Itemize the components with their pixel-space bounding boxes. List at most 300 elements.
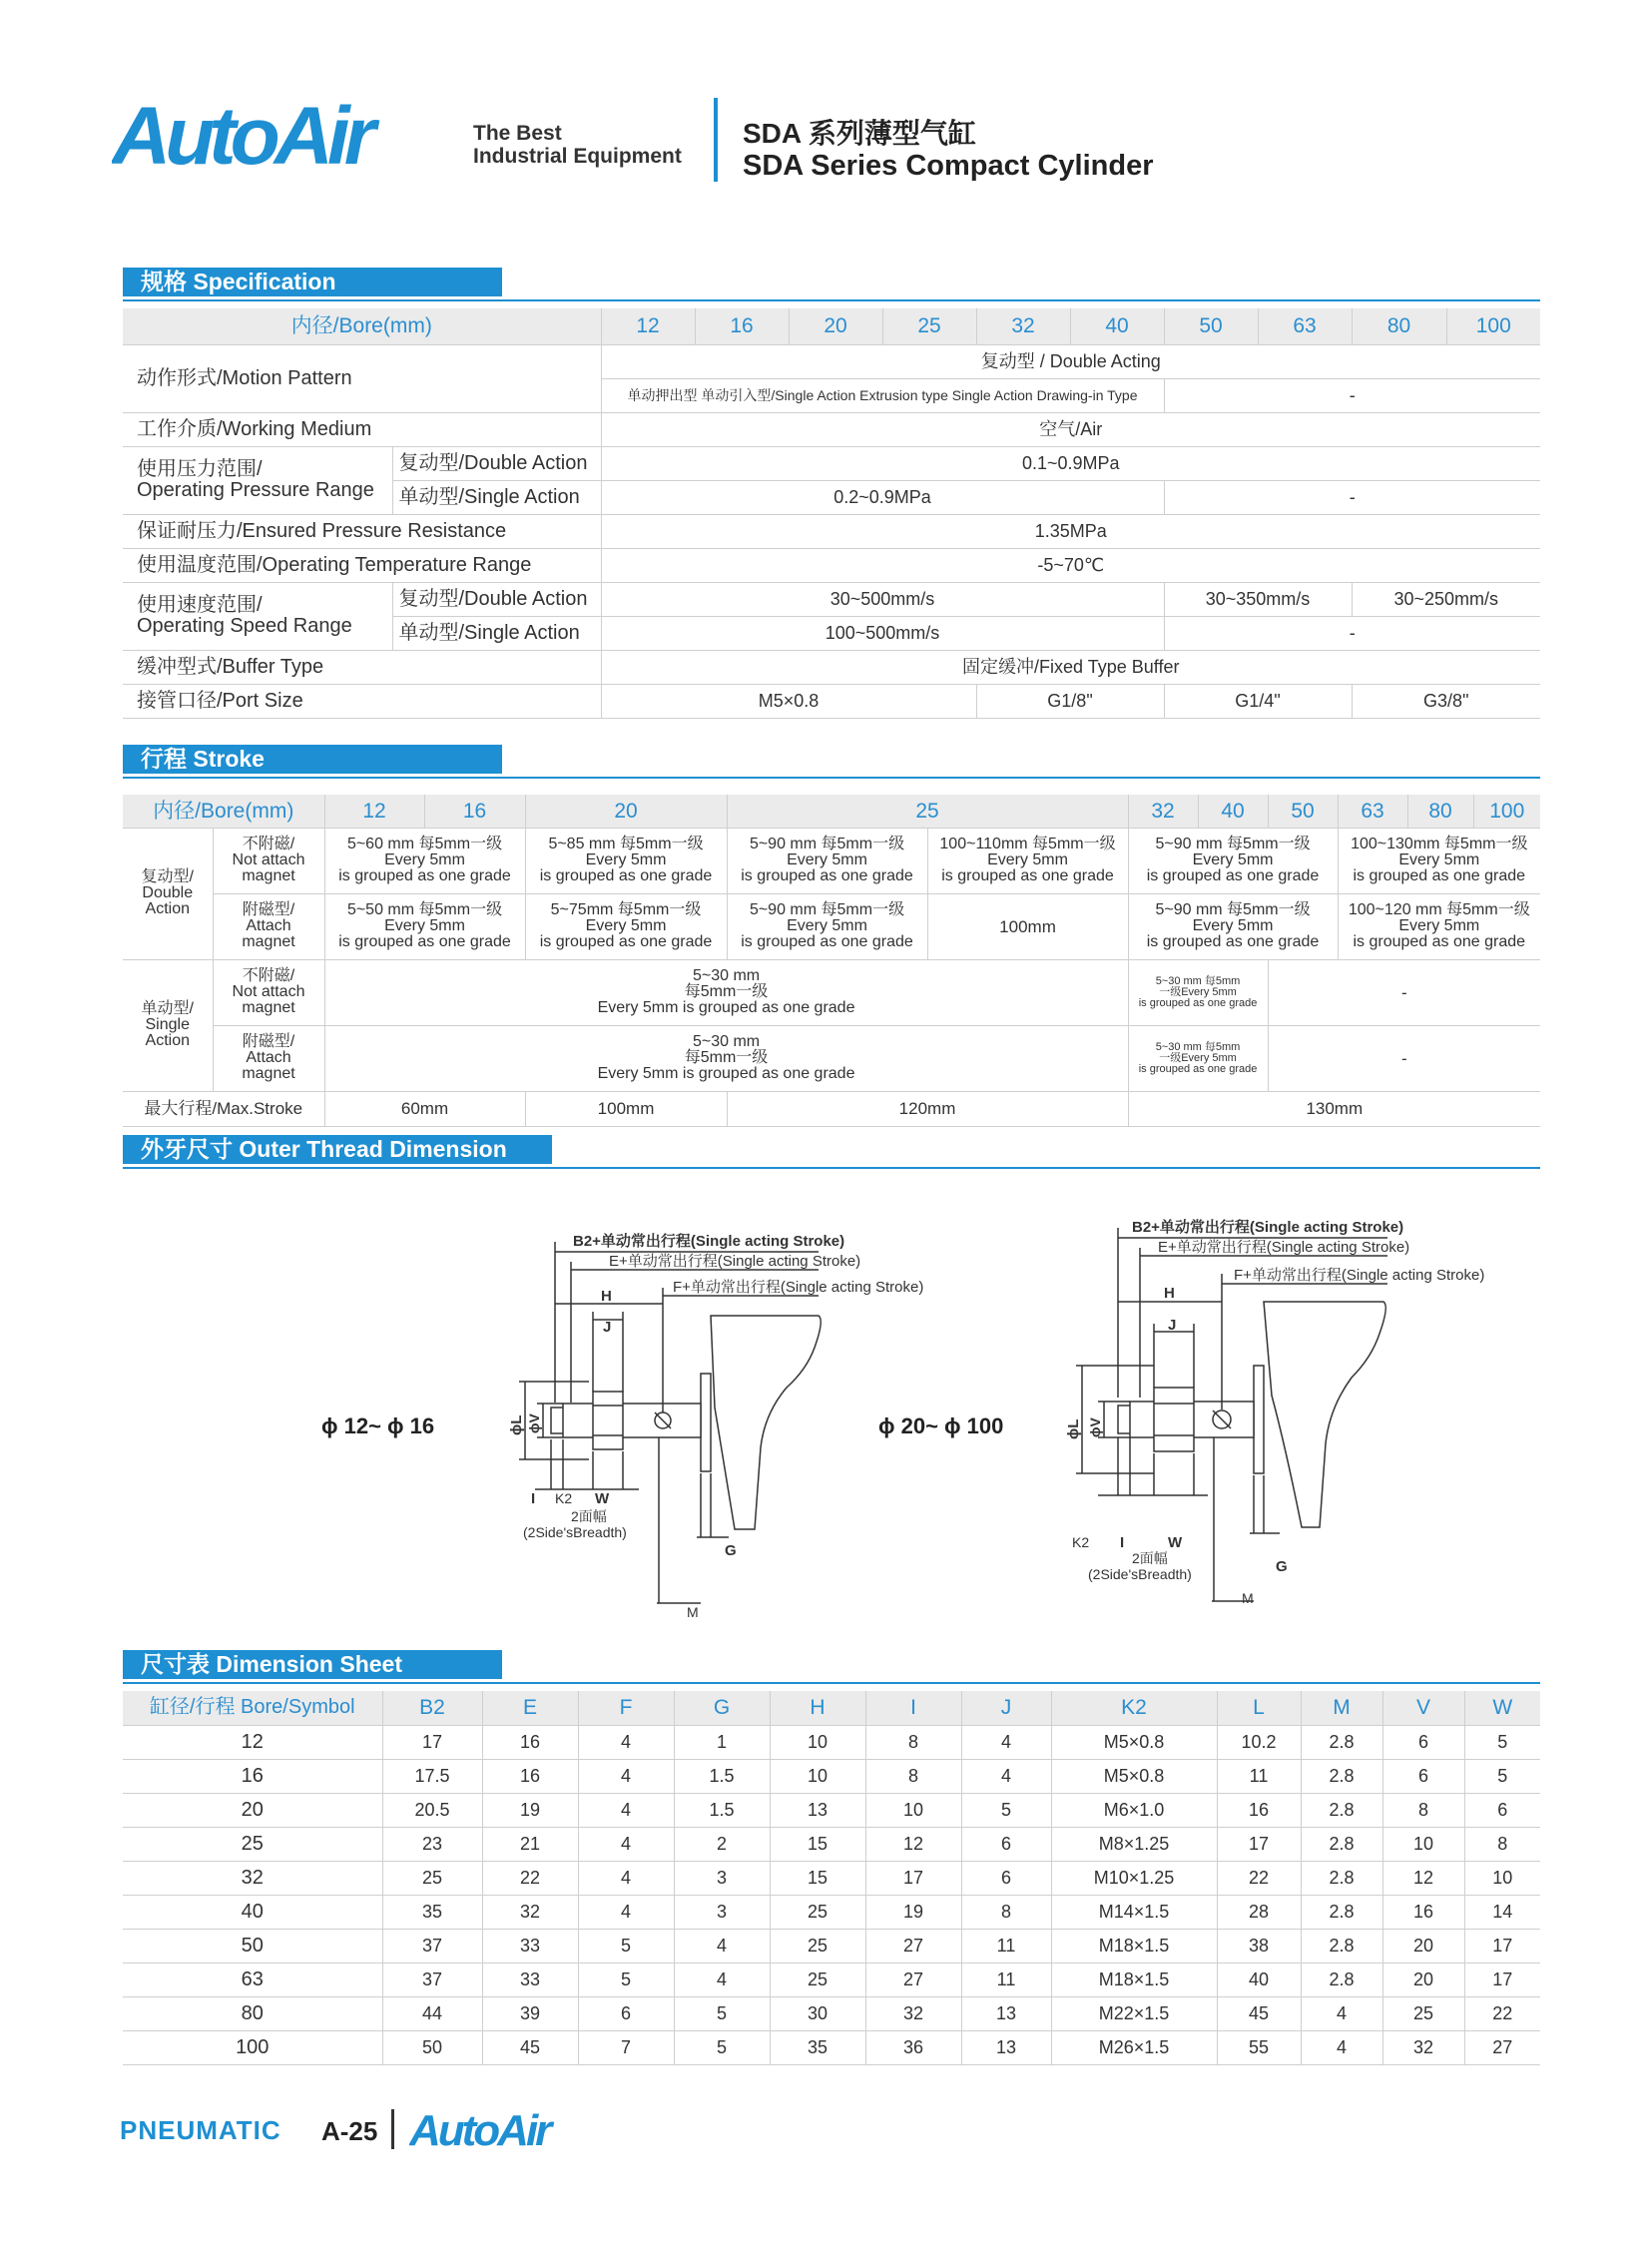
port-4: G3/8" [1352,684,1540,718]
max-stroke: 120mm [727,1091,1128,1126]
bore-cell: 25 [123,1827,382,1861]
dim-e-label: E+单动常出行程(Single acting Stroke) [1158,1239,1410,1256]
dimension-cell: 4 [674,1929,770,1963]
dimension-cell: 4 [578,1895,674,1929]
stroke-row-max [123,1091,1540,1126]
spec-row-ensured [123,514,1540,548]
stroke-cell: - [1268,1025,1540,1091]
page-number: A-25 [321,2116,378,2146]
dimension-cell: 2.8 [1301,1725,1382,1759]
dimension-cell: 10 [865,1793,961,1827]
dim-g-label: G [1276,1558,1288,1575]
dims-column-header: F [578,1691,674,1725]
dimension-cell: 36 [865,2030,961,2064]
dimension-cell: 2.8 [1301,1827,1382,1861]
stroke-row-double-not-attach [123,828,1540,893]
dimension-cell: 11 [961,1963,1051,1996]
dimension-cell: 33 [482,1963,578,1996]
dims-column-header: M [1301,1691,1382,1725]
dimension-cell: 6 [1382,1759,1464,1793]
dimension-cell: 25 [770,1929,865,1963]
dimension-cell: M18×1.5 [1051,1929,1217,1963]
dimension-cell: 27 [1464,2030,1540,2064]
diagram-label-small: ϕ 12~ ϕ 16 [321,1413,435,1438]
dim-f-label: F+单动常出行程(Single acting Stroke) [1234,1267,1485,1284]
dimension-cell: 5 [674,1996,770,2030]
dim-k2-label: K2 [555,1490,573,1506]
dimension-cell: M18×1.5 [1051,1963,1217,1996]
dims-column-header: B2 [382,1691,482,1725]
dimension-cell: 32 [1382,2030,1464,2064]
breadth-en: (2Side'sBreadth) [1088,1566,1192,1582]
dimension-cell: 5 [1464,1759,1540,1793]
dimension-cell: 19 [482,1793,578,1827]
spec-row-speed-double [123,582,1540,616]
dimension-cell: 35 [382,1895,482,1929]
ensured-value: 1.35MPa [601,514,1540,548]
spec-bore: 32 [976,308,1070,344]
table-row [123,1861,1540,1895]
bore-cell: 40 [123,1895,382,1929]
dimension-cell: 8 [865,1759,961,1793]
stroke-header-row [123,795,1540,828]
stroke-cell: 5~30 mm 每5mm一级 Every 5mm is grouped as one grade [324,959,1128,1025]
footer-logo-text: AutoAir [409,2109,550,2151]
dimension-cell: M26×1.5 [1051,2030,1217,2064]
bore-cell: 16 [123,1759,382,1793]
dims-column-header: 缸径/行程 Bore/Symbol [123,1691,382,1725]
dimension-cell: 15 [770,1861,865,1895]
table-row [123,2030,1540,2064]
dimension-cell: 33 [482,1929,578,1963]
dim-i-label: I [531,1490,536,1507]
motion-single-large: - [1164,378,1540,412]
table-row [123,1996,1540,2030]
dimension-cell: 25 [770,1963,865,1996]
dimension-cell: 27 [865,1963,961,1996]
dims-column-header: K2 [1051,1691,1217,1725]
dimension-cell: 8 [1464,1827,1540,1861]
stroke-bore: 40 [1198,795,1268,828]
dimension-cell: 8 [865,1725,961,1759]
dimension-cell: 20 [1382,1963,1464,1996]
dimension-cell: 12 [865,1827,961,1861]
diagram-small-bore [489,1208,968,1617]
dimension-cell: 10 [770,1759,865,1793]
page-title-en: SDA Series Compact Cylinder [743,150,1154,182]
stroke-cell: 100mm [927,893,1128,959]
dimension-cell: 6 [1382,1725,1464,1759]
dimension-cell: 1.5 [674,1759,770,1793]
dim-k2-label: K2 [1072,1534,1090,1550]
footer-pneumatic: PNEUMATIC [120,2115,281,2145]
tagline-line-1: The Best [473,122,562,145]
ensured-label: 保证耐压力/Ensured Pressure Resistance [123,514,601,548]
diagram-label-large: ϕ 20~ ϕ 100 [878,1413,1004,1438]
dim-i-label: I [1120,1534,1125,1551]
dims-column-header: H [770,1691,865,1725]
dimension-cell: 10.2 [1217,1725,1301,1759]
medium-value: 空气/Air [601,412,1540,446]
attach-label: 附磁型/ Attach magnet [213,893,324,959]
pressure-double-value: 0.1~0.9MPa [601,446,1540,480]
dimension-cell: 17 [865,1861,961,1895]
dim-j-label: J [603,1319,612,1336]
max-stroke: 100mm [525,1091,727,1126]
dim-f-label: F+单动常出行程(Single acting Stroke) [673,1279,924,1296]
table-row [123,1725,1540,1759]
dimension-cell: 32 [482,1895,578,1929]
speed-double-label: 复动型/Double Action [392,582,601,616]
dimension-cell: 2.8 [1301,1759,1382,1793]
tagline [473,122,682,168]
dimension-cell: 10 [1464,1861,1540,1895]
dimension-cell: 12 [1382,1861,1464,1895]
dims-column-header: V [1382,1691,1464,1725]
dimension-cell: 1.5 [674,1793,770,1827]
table-row [123,1929,1540,1963]
breadth-cn: 2面幅 [1132,1550,1168,1566]
dimension-cell: 17 [1464,1929,1540,1963]
dimension-cell: 17 [1217,1827,1301,1861]
dimension-cell: 2.8 [1301,1929,1382,1963]
dimension-cell: 37 [382,1963,482,1996]
temp-value: -5~70℃ [601,548,1540,582]
stroke-bore: 80 [1407,795,1473,828]
stroke-row-single-not-attach [123,959,1540,1025]
stroke-bore: 32 [1128,795,1198,828]
bore-cell: 20 [123,1793,382,1827]
stroke-heading: 行程 Stroke [123,745,502,774]
single-action-label: 单动型/ Single Action [123,959,213,1091]
dimension-cell: 23 [382,1827,482,1861]
speed-label: 使用速度范围/ Operating Speed Range [123,582,392,650]
stroke-cell: 5~75mm 每5mm一级 Every 5mm is grouped as one grade [525,893,727,959]
pressure-double-label: 复动型/Double Action [392,446,601,480]
dimension-cell: 2.8 [1301,1861,1382,1895]
stroke-cell: 5~90 mm 每5mm一级 Every 5mm is grouped as one grade [1128,828,1338,893]
page-title-cn: SDA 系列薄型气缸 [743,118,976,149]
dimension-cell: 5 [1464,1725,1540,1759]
dim-j-label: J [1168,1317,1177,1334]
stroke-cell: 5~90 mm 每5mm一级 Every 5mm is grouped as one grade [727,828,927,893]
spec-table [123,308,1540,719]
dimension-cell: 4 [578,1759,674,1793]
dimension-cell: 11 [1217,1759,1301,1793]
not-attach-label: 不附磁/ Not attach magnet [213,959,324,1025]
stroke-cell: 5~30 mm 每5mm 一级Every 5mm is grouped as one grade [1128,1025,1268,1091]
dims-column-header: I [865,1691,961,1725]
max-stroke: 60mm [324,1091,525,1126]
dimension-cell: 6 [961,1827,1051,1861]
dimension-cell: 6 [1464,1793,1540,1827]
stroke-row-double-attach [123,893,1540,959]
dimension-cell: 28 [1217,1895,1301,1929]
dims-column-header: J [961,1691,1051,1725]
buffer-label: 缓冲型式/Buffer Type [123,650,601,684]
dimension-cell: 10 [1382,1827,1464,1861]
dimension-cell: M6×1.0 [1051,1793,1217,1827]
dimension-cell: 25 [770,1895,865,1929]
spec-bore: 80 [1352,308,1446,344]
dimension-cell: 13 [770,1793,865,1827]
dim-e-label: E+单动常出行程(Single acting Stroke) [609,1253,861,1270]
bore-cell: 100 [123,2030,382,2064]
dimension-cell: 6 [578,1996,674,2030]
buffer-value: 固定缓冲/Fixed Type Buffer [601,650,1540,684]
dimension-cell: 39 [482,1996,578,2030]
dimension-cell: M14×1.5 [1051,1895,1217,1929]
dimension-cell: 20 [1382,1929,1464,1963]
dimension-table [123,1691,1540,2065]
table-row [123,1895,1540,1929]
dim-h-label: H [601,1288,612,1305]
dimension-cell: 25 [1382,1996,1464,2030]
dimension-cell: 45 [1217,1996,1301,2030]
dimension-cell: 17.5 [382,1759,482,1793]
dimension-cell: 16 [1217,1793,1301,1827]
table-row [123,1759,1540,1793]
dimension-cell: 4 [578,1793,674,1827]
dimension-cell: 8 [1382,1793,1464,1827]
pressure-label: 使用压力范围/ Operating Pressure Range [123,446,392,514]
max-stroke: 130mm [1128,1091,1540,1126]
bore-cell: 50 [123,1929,382,1963]
dimension-cell: 2.8 [1301,1793,1382,1827]
spec-bore: 50 [1164,308,1258,344]
attach-label: 附磁型/ Attach magnet [213,1025,324,1091]
port-1: M5×0.8 [601,684,976,718]
dimension-cell: 2 [674,1827,770,1861]
dimension-cell: 25 [382,1861,482,1895]
dimension-cell: M10×1.25 [1051,1861,1217,1895]
medium-label: 工作介质/Working Medium [123,412,601,446]
dimension-cell: 4 [961,1759,1051,1793]
dimension-cell: 16 [1382,1895,1464,1929]
dimension-cell: 50 [382,2030,482,2064]
dimension-cell: 22 [482,1861,578,1895]
dimension-cell: 44 [382,1996,482,2030]
speed-single-small: 100~500mm/s [601,616,1164,650]
stroke-bore: 12 [324,795,424,828]
motion-label: 动作形式/Motion Pattern [123,344,601,412]
port-label: 接管口径/Port Size [123,684,601,718]
dimension-cell: 15 [770,1827,865,1861]
stroke-bore: 50 [1268,795,1338,828]
breadth-en: (2Side'sBreadth) [523,1524,627,1540]
dimension-cell: 5 [578,1929,674,1963]
spec-header-row [123,308,1540,344]
speed-double-small: 30~500mm/s [601,582,1164,616]
dim-v-label: ϕV [526,1413,542,1433]
stroke-bore: 16 [424,795,525,828]
bore-cell: 63 [123,1963,382,1996]
dimension-cell: 20.5 [382,1793,482,1827]
stroke-bore: 63 [1338,795,1407,828]
table-row [123,1827,1540,1861]
port-3: G1/4" [1164,684,1352,718]
dimension-cell: 4 [578,1725,674,1759]
double-action-label: 复动型/ Double Action [123,828,213,959]
speed-single-label: 单动型/Single Action [392,616,601,650]
stroke-cell: 5~60 mm 每5mm一级 Every 5mm is grouped as one grade [324,828,525,893]
dimension-cell: 4 [1301,2030,1382,2064]
spec-row-medium [123,412,1540,446]
dimension-cell: 40 [1217,1963,1301,1996]
bore-cell: 32 [123,1861,382,1895]
stroke-table [123,795,1540,1127]
dimension-cell: 11 [961,1929,1051,1963]
tagline-line-2: Industrial Equipment [473,145,682,168]
dimension-cell: 17 [1464,1963,1540,1996]
brand-logo-text: AutoAir [112,96,370,178]
dim-l-label: ϕL [508,1414,525,1435]
table-row [123,1793,1540,1827]
spec-row-port [123,684,1540,718]
dims-heading-rule [123,1682,1540,1684]
dims-column-header: L [1217,1691,1301,1725]
dimension-cell: 27 [865,1929,961,1963]
dimension-cell: 4 [674,1963,770,1996]
dimension-cell: 22 [1464,1996,1540,2030]
dim-v-label: ϕV [1087,1417,1103,1437]
dimension-cell: 30 [770,1996,865,2030]
stroke-cell: 100~130mm 每5mm一级 Every 5mm is grouped as one grade [1338,828,1540,893]
stroke-cell: 100~120 mm 每5mm一级 Every 5mm is grouped as one grade [1338,893,1540,959]
stroke-row-single-attach [123,1025,1540,1091]
dimension-cell: 16 [482,1725,578,1759]
stroke-cell: 5~30 mm 每5mm 一级Every 5mm is grouped as one grade [1128,959,1268,1025]
dims-column-header: W [1464,1691,1540,1725]
bore-cell: 80 [123,1996,382,2030]
motion-single: 单动押出型 单动引入型/Single Action Extrusion type Single Action Drawing-in Type [601,378,1164,412]
dim-w-label: W [595,1490,610,1507]
dimension-cell: 13 [961,2030,1051,2064]
stroke-cell: 5~30 mm 每5mm一级 Every 5mm is grouped as one grade [324,1025,1128,1091]
outer-heading: 外牙尺寸 Outer Thread Dimension [123,1135,552,1164]
dimension-cell: 5 [961,1793,1051,1827]
dimension-cell: 1 [674,1725,770,1759]
dimension-cell: 4 [578,1827,674,1861]
dimension-cell: 4 [578,1861,674,1895]
motion-double: 复动型 / Double Acting [601,344,1540,378]
spec-heading-rule [123,299,1540,301]
table-row [123,1963,1540,1996]
dimension-cell: 32 [865,1996,961,2030]
dim-w-label: W [1168,1534,1183,1551]
footer-logo [409,2109,599,2151]
max-stroke-label: 最大行程/Max.Stroke [123,1091,324,1126]
dimension-cell: 6 [961,1861,1051,1895]
dimension-cell: 38 [1217,1929,1301,1963]
header-divider [714,98,718,182]
port-2: G1/8" [976,684,1164,718]
spec-bore-label: 内径/Bore(mm) [123,308,601,344]
dims-column-header: G [674,1691,770,1725]
stroke-cell: 5~85 mm 每5mm一级 Every 5mm is grouped as one grade [525,828,727,893]
dimension-cell: M5×0.8 [1051,1759,1217,1793]
dims-column-header: E [482,1691,578,1725]
breadth-cn: 2面幅 [571,1508,607,1524]
dim-g-label: G [725,1542,737,1559]
dimension-cell: 17 [382,1725,482,1759]
dim-m-label: M [1242,1590,1254,1606]
dims-heading: 尺寸表 Dimension Sheet [123,1650,502,1679]
spec-bore: 100 [1446,308,1540,344]
temp-label: 使用温度范围/Operating Temperature Range [123,548,601,582]
brand-logo [112,96,456,178]
dims-header-row [123,1691,1540,1725]
dimension-cell: 3 [674,1895,770,1929]
spec-row-pressure-double [123,446,1540,480]
spec-bore: 20 [789,308,882,344]
bore-cell: 12 [123,1725,382,1759]
dimension-cell: M22×1.5 [1051,1996,1217,2030]
dimension-cell: 21 [482,1827,578,1861]
not-attach-label: 不附磁/ Not attach magnet [213,828,324,893]
spec-bore: 63 [1258,308,1352,344]
dim-b2-label: B2+单动常出行程(Single acting Stroke) [573,1233,845,1250]
dimension-cell: M5×0.8 [1051,1725,1217,1759]
dimension-cell: 2.8 [1301,1895,1382,1929]
dimension-cell: 2.8 [1301,1963,1382,1996]
stroke-bore: 20 [525,795,727,828]
stroke-heading-rule [123,777,1540,779]
dimension-cell: 5 [578,1963,674,1996]
dimension-cell: 14 [1464,1895,1540,1929]
dimension-cell: 4 [1301,1996,1382,2030]
dimension-cell: 7 [578,2030,674,2064]
spec-row-temp [123,548,1540,582]
stroke-cell: 5~90 mm 每5mm一级 Every 5mm is grouped as one grade [727,893,927,959]
stroke-bore: 25 [727,795,1128,828]
stroke-cell: 5~90 mm 每5mm一级 Every 5mm is grouped as one grade [1128,893,1338,959]
spec-bore: 40 [1070,308,1164,344]
spec-row-motion [123,344,1540,378]
dimension-cell: 19 [865,1895,961,1929]
dim-b2-label: B2+单动常出行程(Single acting Stroke) [1132,1219,1404,1236]
dim-l-label: ϕL [1065,1418,1082,1439]
dimension-cell: 16 [482,1759,578,1793]
stroke-bore-label: 内径/Bore(mm) [123,795,324,828]
dimension-cell: 35 [770,2030,865,2064]
dimension-cell: 55 [1217,2030,1301,2064]
stroke-bore: 100 [1473,795,1540,828]
stroke-cell: - [1268,959,1540,1025]
dimension-cell: 45 [482,2030,578,2064]
dimension-cell: 4 [961,1725,1051,1759]
speed-single-large: - [1164,616,1540,650]
footer-divider [391,2109,394,2149]
speed-double-large: 30~250mm/s [1352,582,1540,616]
dimension-cell: 37 [382,1929,482,1963]
dim-m-label: M [687,1604,699,1617]
dimension-cell: 3 [674,1861,770,1895]
spec-bore: 12 [601,308,695,344]
speed-double-mid: 30~350mm/s [1164,582,1352,616]
dimension-cell: 8 [961,1895,1051,1929]
dim-h-label: H [1164,1285,1175,1302]
dimension-cell: M8×1.25 [1051,1827,1217,1861]
spec-row-buffer [123,650,1540,684]
spec-bore: 16 [695,308,789,344]
pressure-single-label: 单动型/Single Action [392,480,601,514]
spec-heading: 规格 Specification [123,268,502,296]
stroke-cell: 100~110mm 每5mm一级 Every 5mm is grouped as one grade [927,828,1128,893]
dimension-cell: 5 [674,2030,770,2064]
outer-heading-rule [123,1167,1540,1169]
stroke-cell: 5~50 mm 每5mm一级 Every 5mm is grouped as one grade [324,893,525,959]
